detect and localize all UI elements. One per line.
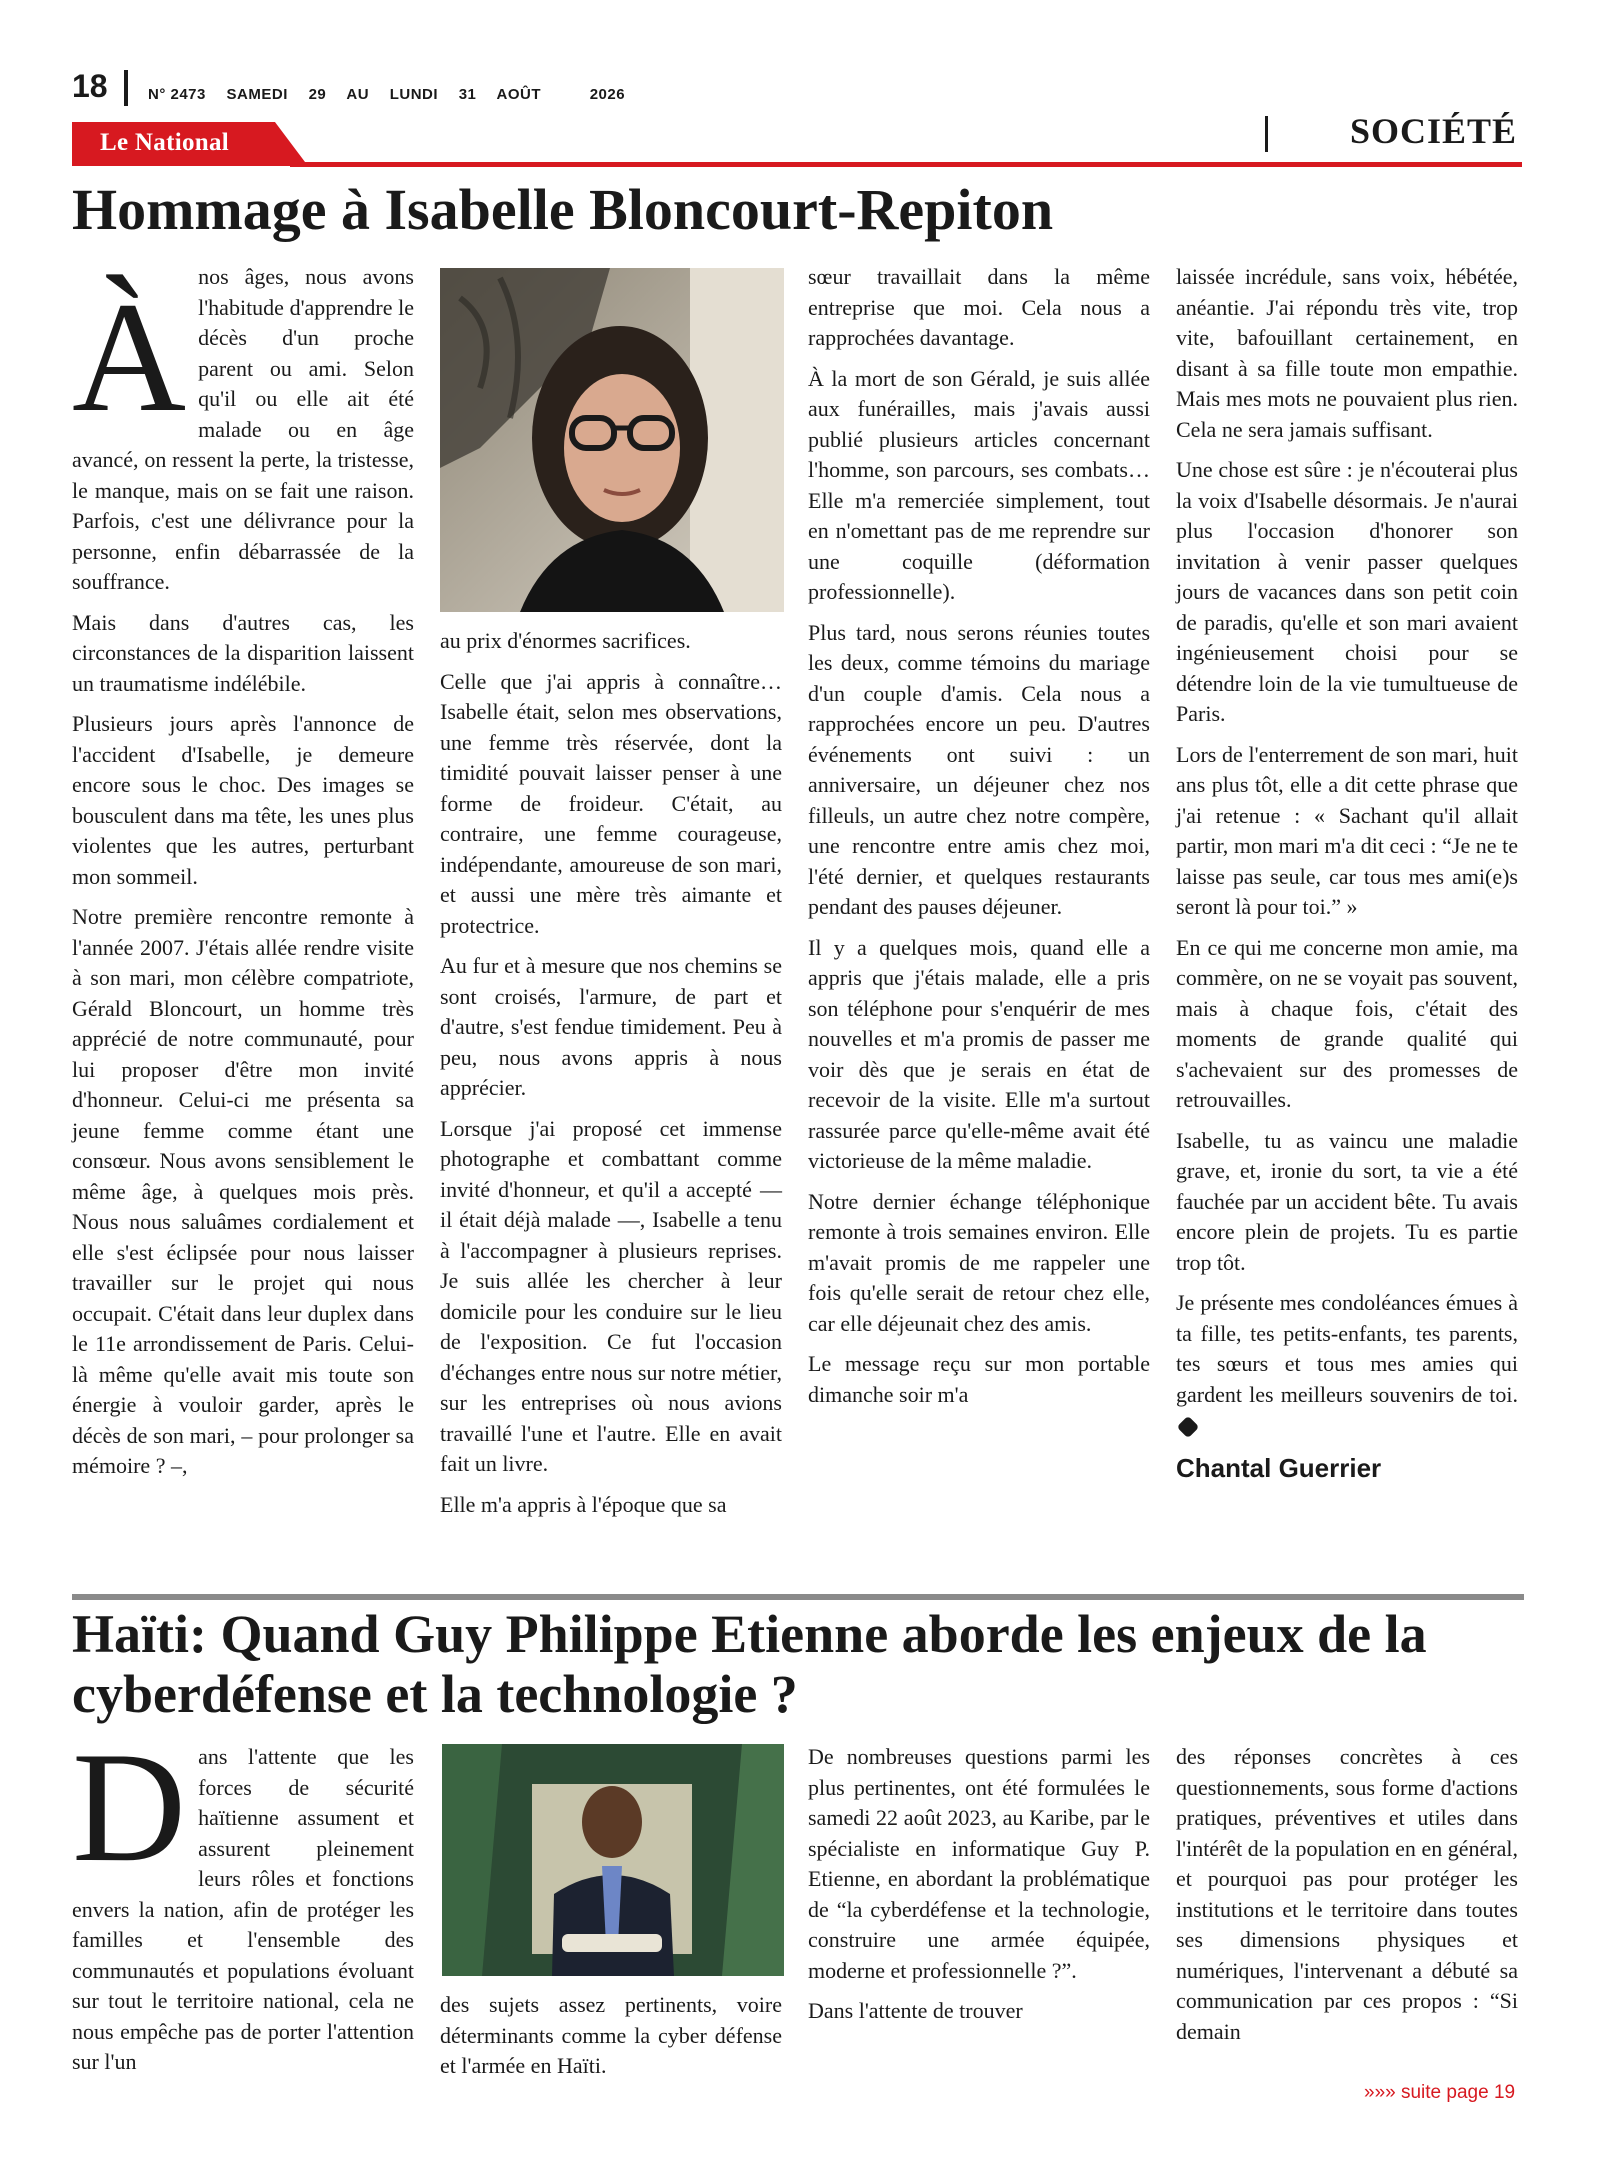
article2-headline: Haïti: Quand Guy Philippe Etienne aborde les enjeux de la cyberdéfense et la technologie ? (72, 1604, 1427, 1725)
date-word: SAMEDI (226, 86, 288, 103)
article1-paragraph: Notre dernier échange téléphonique remonte à trois semaines environ. Elle m'avait promis de me rappeler une fois qu'elle serait de retour chez elle, car elle déjeunait chez des amis. (808, 1188, 1150, 1336)
article2-paragraph: Dans l'attente de trouver (808, 1998, 1023, 2023)
issue-year: 2026 (589, 86, 626, 103)
article1-column-2 (440, 626, 782, 1530)
article2-column-1 (72, 1720, 414, 2088)
author-signature: Chantal Guerrier (1176, 1452, 1382, 1483)
article1-paragraph: Celle que j'ai appris à connaître… Isabelle était, selon mes observations, une femme très réservée, dont la timidité pouvait laisser penser à une forme de froideur. C'était, au contraire, une femme courageuse, indépendante, amoureuse de son mari, et aussi une mère très aimante et protectrice. (440, 668, 782, 938)
section-divider (1265, 116, 1268, 152)
article2-paragraph: Dans l'attente que les forces de sécurité haïtienne assument et assurent pleinement leurs rôles et fonctions envers la nation, afin de protéger les familles et l'ensemble des communautés et populations évoluant sur tout le territoire national, cela ne nous empêche pas de porter l'attention sur l'un (72, 1720, 414, 2074)
section-title: SOCIÉTÉ (1350, 111, 1518, 151)
publication-name: Le National (100, 129, 229, 156)
article1-paragraph: sœur travaillait dans la même entreprise que moi. Cela nous a rapprochées davantage. (808, 264, 1150, 350)
article1-paragraph: Il y a quelques mois, quand elle a appris que j'étais malade, elle a pris son téléphone pour s'enquérir de mes nouvelles et m'a promis de passer me voir dès que je serais en état de recevoir de la visite. Elle m'a surtout rassurée parce qu'elle-même avait été victorieuse de la même maladie. (808, 934, 1150, 1173)
article1-paragraph: Notre première rencontre remonte à l'année 2007. J'étais allée rendre visite à son mari, mon célèbre compatriote, Gérald Bloncourt, un homme très apprécié de notre communauté, pour lui proposer d'être mon invité d'honneur. Celui-ci me présenta sa jeune femme comme étant une consœur. Nous avons sensiblement le même âge, à quelques mois près. Nous nous saluâmes cordialement et elle s'est éclipsée pour nous laisser travailler sur le projet qui nous occupait. C'était dans leur duplex dans le 11e arrondissement de Paris. Celui-là même qu'elle avait mis toute son énergie à vouloir garder, après le décès de son mari, – pour prolonger sa mémoire ? –, (72, 904, 414, 1478)
article2-paragraph: des sujets assez pertinents, voire déterminants comme la cyber défense et l'armée en Haïti. (440, 1992, 782, 2078)
article-divider (72, 1594, 1524, 1600)
article1-paragraph: En ce qui me concerne mon amie, ma commère, on ne se voyait pas souvent, mais à chaque fois, c'était des moments de grande qualité qui s'achevaient sur des promesses de retrouvailles. (1176, 934, 1518, 1112)
date-word: LUNDI (389, 86, 439, 103)
speaker-image (442, 1744, 784, 1976)
article1-column-1 (72, 262, 414, 1492)
photo-guy-philippe-etienne (442, 1744, 784, 1976)
article1-paragraph: Plusieurs jours après l'annonce de l'accident d'Isabelle, je demeure encore sous le choc. Des images se bousculent dans ma tête, les unes plus violentes que les autres, perturbant mon sommeil. (72, 711, 414, 889)
article1-paragraph: Je présente mes condoléances émues à ta fille, tes petits-enfants, tes parents, tes sœurs et tous mes amies qui gardent les meilleurs souvenirs de toi. (1176, 1288, 1518, 1441)
continued-on-page-link[interactable]: »»» suite page 19 (1364, 2082, 1516, 2103)
portrait-photo-isabelle (440, 268, 784, 612)
article2-column-4 (1176, 1742, 1518, 2057)
portrait-image (440, 268, 784, 612)
article1-paragraph: Lors de l'enterrement de son mari, huit ans plus tôt, elle a dit cette phrase que j'ai retenue : « Sachant qu'il allait partir, mon mari m'a dit ceci : “Je ne te laisse pas seule, car tous mes ami(e)s seront là pour toi.” » (1176, 741, 1518, 919)
page-number: 18 (72, 68, 108, 104)
article1-column-4 (1176, 262, 1518, 1483)
article2-paragraph: des réponses concrètes à ces questionnements, sous forme d'actions pratiques, préventives et utiles dans l'intérêt de la population en en général, et pourquoi pas pour protéger les institutions et le territoire dans toutes ses dimensions physiques et numériques, l'intervenant a débuté sa communication par ces propos : “Si demain (1176, 1744, 1518, 2044)
date-word: AOÛT (496, 86, 542, 103)
article1-paragraph: Lorsque j'ai proposé cet immense photographe et combattant comme invité d'honneur, et qu'il a accepté — il était déjà malade —, Isabelle a tenu à l'accompagner à plusieurs reprises. Je suis allée les chercher à leur domicile pour les conduire sur le lieu de l'exposition. Ce fut l'occasion d'échanges entre nous sur notre métier, sur les entreprises où nous avions travaillé l'une et l'autre. Elle en avait fait un livre. (440, 1115, 782, 1476)
header-rule (290, 162, 1522, 167)
article2-column-2 (440, 1990, 782, 2092)
article2-paragraph: De nombreuses questions parmi les plus pertinentes, ont été formulées le samedi 22 août 2023, au Karibe, par le spécialiste en informatique Guy P. Etienne, en abordant la problématique de “la cyberdéfense et la technologie, construire une armée équipée, moderne et professionnelle ?”. (808, 1744, 1150, 1983)
article1-paragraph: laissée incrédule, sans voix, hébétée, anéantie. J'ai répondu très vite, trop vite, bafouillant certainement, en disant à sa fille toute mon empathie. Mais mes mots ne pouvaient plus rien. Cela ne sera jamais suffisant. (1176, 264, 1518, 442)
issue-number: N° 2473 (148, 86, 206, 103)
article1-paragraph: À la mort de son Gérald, je suis allée aux funérailles, mais j'avais aussi publié plusieurs articles concernant l'homme, son parcours, ses combats… Elle m'a remerciée simplement, tout en n'omettant pas de me reprendre sur une coquille (déformation professionnelle). (808, 365, 1150, 604)
article1-paragraph: Le message reçu sur mon portable dimanche soir m'a (808, 1351, 1150, 1407)
date-word: 31 (458, 86, 477, 103)
end-of-article-icon (1177, 1416, 1200, 1439)
article1-paragraph: Plus tard, nous serons réunies toutes les deux, comme témoins du mariage d'un couple d'amis. Cela nous a rapprochées encore un peu. D'autres événements ont suivi : un anniversaire, un déjeuner chez nos filleuls, un autre chez notre compère, une rencontre entre amis chez moi, l'été dernier, et quelques restaurants pendant des pauses déjeuner. (808, 619, 1150, 919)
date-word: AU (346, 86, 370, 103)
article1-paragraph: au prix d'énormes sacrifices. (440, 628, 691, 653)
article2-column-3 (808, 1742, 1150, 2037)
issue-line (148, 86, 641, 103)
header-divider (124, 70, 128, 106)
date-word: 29 (308, 86, 327, 103)
article1-paragraph: Ànos âges, nous avons l'habitude d'apprendre le décès d'un proche parent ou ami. Selon qu'il ou elle ait été malade ou en âge avancé, on ressent la perte, la tristesse, le manque, mais on se fait une raison. Parfois, c'est une délivrance pour la personne, enfin débarrassée de la souffrance. (72, 264, 414, 594)
article1-column-3 (808, 262, 1150, 1420)
article1-headline: Hommage à Isabelle Bloncourt-Repiton (72, 177, 1054, 242)
article1-paragraph: Une chose est sûre : je n'écouterai plus la voix d'Isabelle désormais. Je n'aurai plus l'occasion d'honorer son invitation à venir passer quelques jours de vacances dans son petit coin de paradis, qu'elle et son mari avaient ingénieusement choisi pour se détendre loin de la vie tumultueuse de Paris. (1176, 457, 1518, 726)
article1-paragraph: Au fur et à mesure que nos chemins se sont croisés, l'armure, de part et d'autre, s'est fendue timidement. Peu à peu, nous avons appris à nous apprécier. (440, 953, 782, 1100)
dropcap: D (72, 1720, 187, 1895)
article1-paragraph: Mais dans d'autres cas, les circonstances de la disparition laissent un traumatisme indélébile. (72, 609, 414, 696)
dropcap: À (72, 270, 187, 445)
article1-paragraph: Elle m'a appris à l'époque que sa (440, 1491, 727, 1517)
article1-paragraph: Isabelle, tu as vaincu une maladie grave, et, ironie du sort, ta vie a été fauchée par un accident bête. Tu avais encore plein de projets. Tu es partie trop tôt. (1176, 1127, 1518, 1275)
